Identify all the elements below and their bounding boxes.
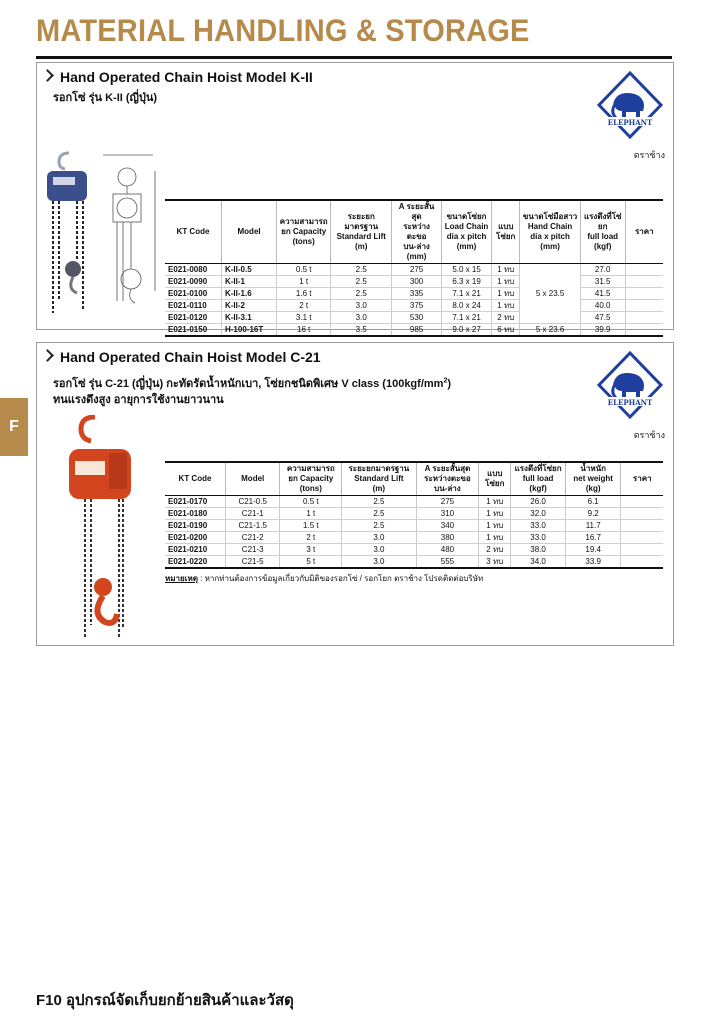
col-standard-lift: ระยะยกมาตรฐาน Standard Lift (m) — [342, 462, 416, 496]
table-note: หมายเหตุ : หากท่านต้องการข้อมูลเกี่ยวกับมิติของรอกโซ่ / รอกโยก ตราช้าง โปรดติดต่อบริษัท — [165, 574, 484, 583]
elephant-logo — [595, 71, 665, 162]
col-chain-falls: แบบ โซ่ยก — [479, 462, 511, 496]
table-row: E021-0200 C21-2 2 t 3.0 380 1 ทบ 33.0 16.7 — [165, 532, 663, 544]
table-row: E021-0150 H-100-16T 16 t 3.5 985 9.0 x 27 6 ทบ 5 x 23.6 39.9 — [165, 324, 663, 337]
page-header-title: MATERIAL HANDLING & STORAGE — [36, 14, 530, 49]
page-number: F10 — [36, 992, 62, 1009]
header-rule — [36, 56, 672, 59]
col-a-distance: A ระยะสั้นสุด ระหว่างตะขอ บน-ล่าง (mm) — [392, 200, 442, 264]
col-hand-chain: ขนาดโซ่มือสาว Hand Chain dia x pitch (mm) — [520, 200, 580, 264]
col-kt-code: KT Code — [165, 462, 225, 496]
page-footer — [36, 988, 294, 1012]
col-capacity: ความสามารถ ยก Capacity (tons) — [277, 200, 331, 264]
elephant-logo — [595, 351, 665, 442]
section-c21 — [36, 342, 674, 646]
section-title: Hand Operated Chain Hoist Model K-II — [43, 69, 313, 85]
section-subtitle: รอกโซ่ รุ่น C-21 (ญี่ปุ่น) กะทัดรัดน้ำหนักเบา, โซ่ยกชนิดพิเศษ V class $(100kgf/mm^2)$ — [53, 377, 452, 390]
section-k2 — [36, 62, 674, 334]
col-load-chain: ขนาดโซ่ยก Load Chain dia x pitch (mm) — [441, 200, 491, 264]
svg-text:ELEPHANT: ELEPHANT — [607, 398, 653, 407]
hand-chain-merged: 5 x 23.5 — [520, 264, 580, 324]
col-capacity: ความสามารถ ยก Capacity (tons) — [280, 462, 342, 496]
chevron-right-icon — [41, 349, 54, 362]
elephant-icon — [595, 71, 665, 141]
section-title: Hand Operated Chain Hoist Model C-21 — [43, 349, 321, 365]
footer-label: อุปกรณ์จัดเก็บยกย้ายสินค้าและวัสดุ — [66, 992, 294, 1009]
table-row: E021-0220 C21-5 5 t 3.0 555 3 ทบ 34.0 33.9 — [165, 556, 663, 569]
section-subtitle: รอกโซ่ รุ่น K-II (ญี่ปุ่น) — [53, 92, 158, 104]
spec-table-k2 — [165, 199, 663, 337]
section-tab-f: F — [0, 398, 28, 456]
table-row: E021-0110 K-II-2 2 t 3.0 375 8.0 x 24 1 ทบ 40.0 — [165, 300, 663, 312]
svg-text:ELEPHANT: ELEPHANT — [607, 118, 653, 127]
col-full-load: แรงดึงที่โซ่ยก full load (kgf) — [580, 200, 625, 264]
product-image-c21 — [65, 415, 145, 645]
logo-caption: ตราช้าง — [633, 150, 665, 160]
table-row: E021-0100 K-II-1.6 1.6 t 2.5 335 7.1 x 21 1 ทบ 41.5 — [165, 288, 663, 300]
logo-caption: ตราช้าง — [633, 430, 665, 440]
table-row: E021-0080 K-II-0.5 0.5 t 2.5 275 5.0 x 15 1 ทบ 5 x 23.5 27.0 — [165, 264, 663, 276]
table-row: E021-0170 C21-0.5 0.5 t 2.5 275 1 ทบ 26.0 6.1 — [165, 496, 663, 508]
table-row: E021-0210 C21-3 3 t 3.0 480 2 ทบ 38.0 19.4 — [165, 544, 663, 556]
col-model: Model — [221, 200, 276, 264]
col-standard-lift: ระยะยกมาตรฐาน Standard Lift (m) — [331, 200, 392, 264]
col-kt-code: KT Code — [165, 200, 221, 264]
col-a-distance: A ระยะสั้นสุด ระหว่างตะขอ บน-ล่าง — [416, 462, 479, 496]
table-row: E021-0090 K-II-1 1 t 2.5 300 6.3 x 19 1 ทบ 31.5 — [165, 276, 663, 288]
col-price: ราคา — [621, 462, 663, 496]
product-image-k2 — [43, 151, 161, 326]
col-full-load: แรงดึงที่โซ่ยก full load (kgf) — [511, 462, 566, 496]
col-price: ราคา — [625, 200, 663, 264]
col-net-weight: น้ำหนัก net weight (kg) — [565, 462, 621, 496]
table-row: E021-0190 C21-1.5 1.5 t 2.5 340 1 ทบ 33.0 11.7 — [165, 520, 663, 532]
table-row: E021-0180 C21-1 1 t 2.5 310 1 ทบ 32.0 9.2 — [165, 508, 663, 520]
section-subtitle-2: ทนแรงดึงสูง อายุการใช้งานยาวนาน — [53, 394, 224, 406]
table-row: E021-0120 K-II-3.1 3.1 t 3.0 530 7.1 x 21 2 ทบ 47.5 — [165, 312, 663, 324]
spec-table-c21 — [165, 461, 663, 569]
chevron-right-icon — [41, 69, 54, 82]
col-model: Model — [225, 462, 279, 496]
elephant-icon — [595, 351, 665, 421]
col-chain-falls: แบบ โซ่ยก — [492, 200, 520, 264]
